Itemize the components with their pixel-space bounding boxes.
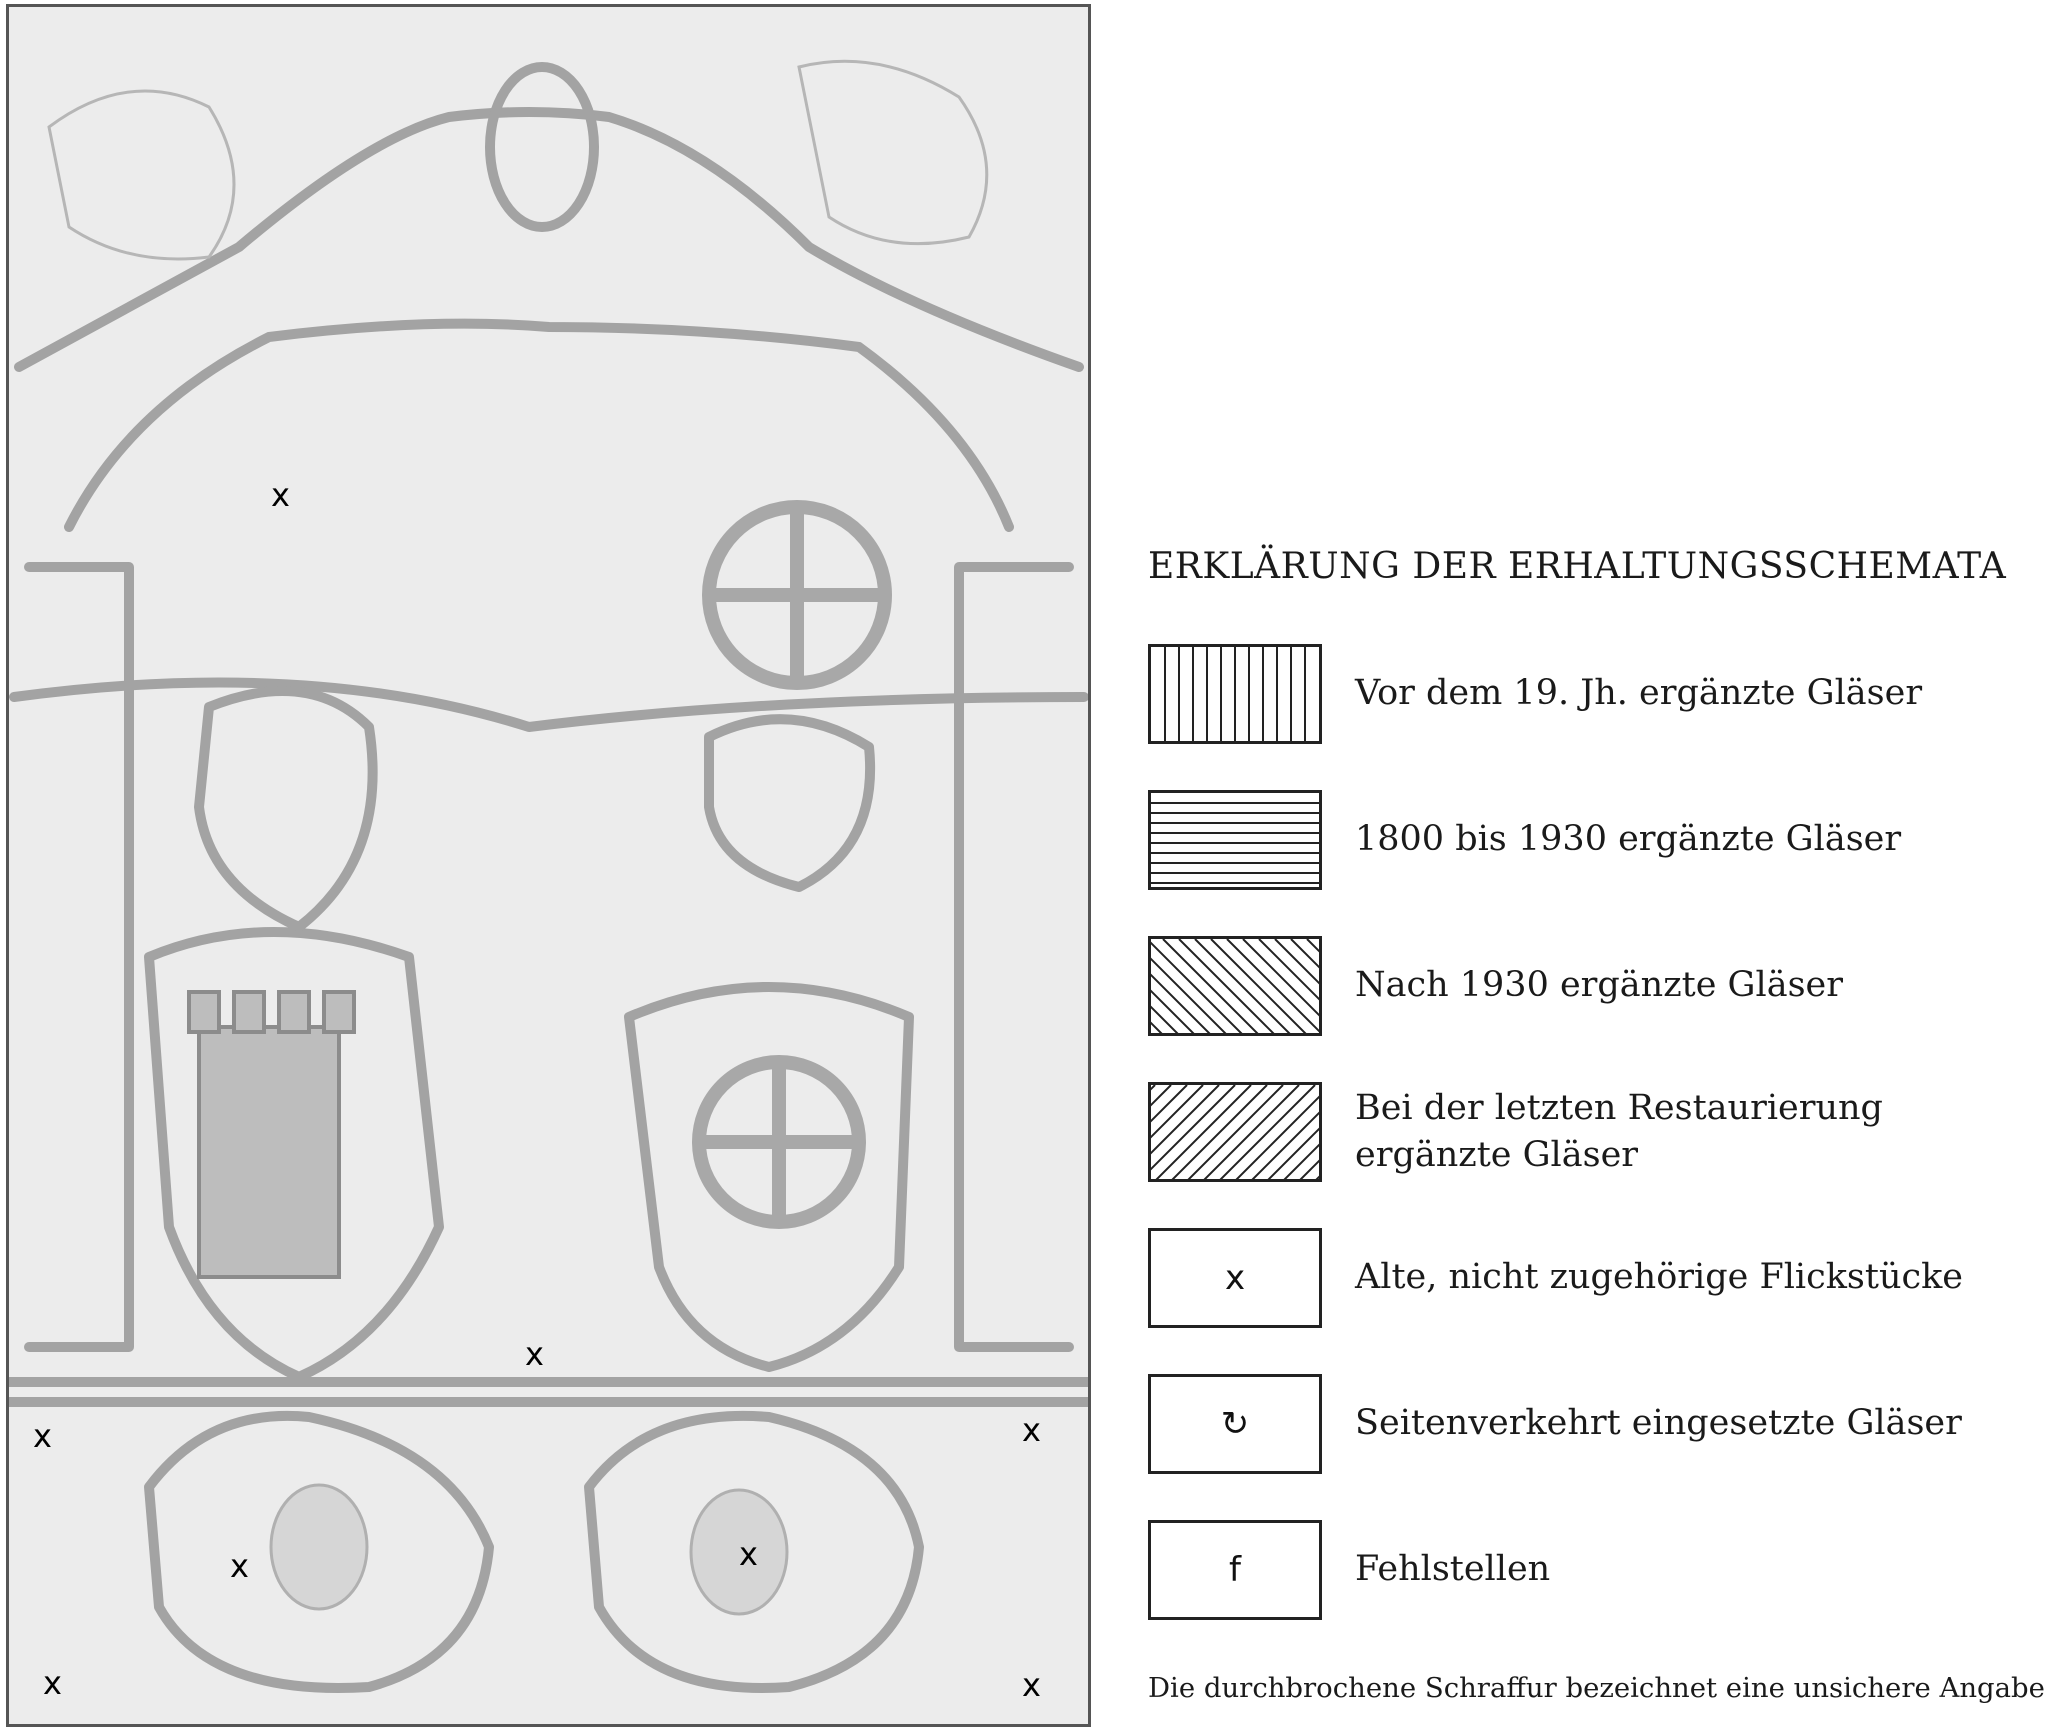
patch-mark-frieze-bottom-right: x bbox=[1022, 1666, 1041, 1704]
legend-item-missing bbox=[1148, 1520, 2028, 1624]
horizontal-hatch-pattern bbox=[1151, 793, 1322, 890]
patch-mark-right-putto: x bbox=[739, 1535, 758, 1573]
right-pillar-lead bbox=[959, 567, 1069, 1347]
patch-mark-frieze-top-right: x bbox=[1022, 1411, 1041, 1449]
legend-label: Fehlstellen bbox=[1355, 1549, 1551, 1590]
legend-label: Vor dem 19. Jh. ergänzte Gläser bbox=[1355, 673, 1923, 714]
inner-arch-lead bbox=[69, 324, 1009, 527]
rider-scenes bbox=[49, 61, 987, 259]
legend-item-pre-19th-century bbox=[1148, 644, 2028, 748]
stained-glass-panel bbox=[6, 4, 1091, 1727]
legend-title: ERKLÄRUNG DER ERHALTUNGSSCHEMATA bbox=[1148, 546, 2007, 587]
mid-band-lead bbox=[14, 682, 1084, 727]
legend-label: 1800 bis 1930 ergänzte Gläser bbox=[1355, 819, 1902, 860]
reversed-swatch bbox=[1148, 1374, 1322, 1474]
rotate-arrow-icon: ↻ bbox=[1220, 1404, 1250, 1444]
vertical-hatch-pattern bbox=[1151, 647, 1322, 744]
diagonal-up-hatch-swatch bbox=[1148, 1082, 1322, 1182]
patch-mark-frieze-bottom-left: x bbox=[43, 1664, 62, 1702]
f-mark-icon: f bbox=[1229, 1550, 1241, 1590]
legend-label: Nach 1930 ergänzte Gläser bbox=[1355, 965, 1843, 1006]
patch-mark-frieze-top-left: x bbox=[33, 1417, 52, 1455]
tower-charge bbox=[189, 992, 354, 1277]
diagonal-down-hatch-swatch bbox=[1148, 936, 1322, 1036]
legend-label: Alte, nicht zugehörige Flickstücke bbox=[1355, 1257, 1964, 1298]
mask-cartouche bbox=[490, 67, 594, 227]
legend-item-foreign-patches bbox=[1148, 1228, 2028, 1332]
vertical-hatch-swatch bbox=[1148, 644, 1322, 744]
panel-drawing bbox=[9, 7, 1088, 1724]
right-helm-outline bbox=[709, 719, 870, 887]
legend-item-last-restoration bbox=[1148, 1082, 2028, 1186]
missing-swatch bbox=[1148, 1520, 1322, 1620]
legend-footnote: Die durchbrochene Schraffur bezeichnet eine unsichere Angabe bbox=[1148, 1672, 2045, 1704]
legend-item-1800-1930 bbox=[1148, 790, 2028, 894]
legend-item-reversed-glass bbox=[1148, 1374, 2028, 1478]
patch-mark-bottom-center: x bbox=[525, 1335, 544, 1373]
putti bbox=[271, 1485, 787, 1614]
upper-wheel-charge bbox=[709, 507, 885, 683]
legend-label: Seitenverkehrt eingesetzte Gläser bbox=[1355, 1403, 1962, 1444]
diagonal-up-hatch-pattern bbox=[1151, 1085, 1322, 1182]
patch-swatch bbox=[1148, 1228, 1322, 1328]
right-shield-outline bbox=[629, 987, 909, 1367]
patch-mark-left-putto: x bbox=[230, 1547, 249, 1585]
horizontal-hatch-swatch bbox=[1148, 790, 1322, 890]
x-mark-icon: x bbox=[1224, 1258, 1246, 1298]
patch-mark-upper-left: x bbox=[271, 476, 290, 514]
diagonal-down-hatch-pattern bbox=[1151, 939, 1322, 1036]
right-wheel-charge bbox=[699, 1062, 859, 1222]
legend-item-after-1930 bbox=[1148, 936, 2028, 1040]
legend-label: Bei der letzten Restaurierung ergänzte Gläser bbox=[1355, 1087, 1883, 1175]
left-helm-outline bbox=[199, 691, 373, 927]
